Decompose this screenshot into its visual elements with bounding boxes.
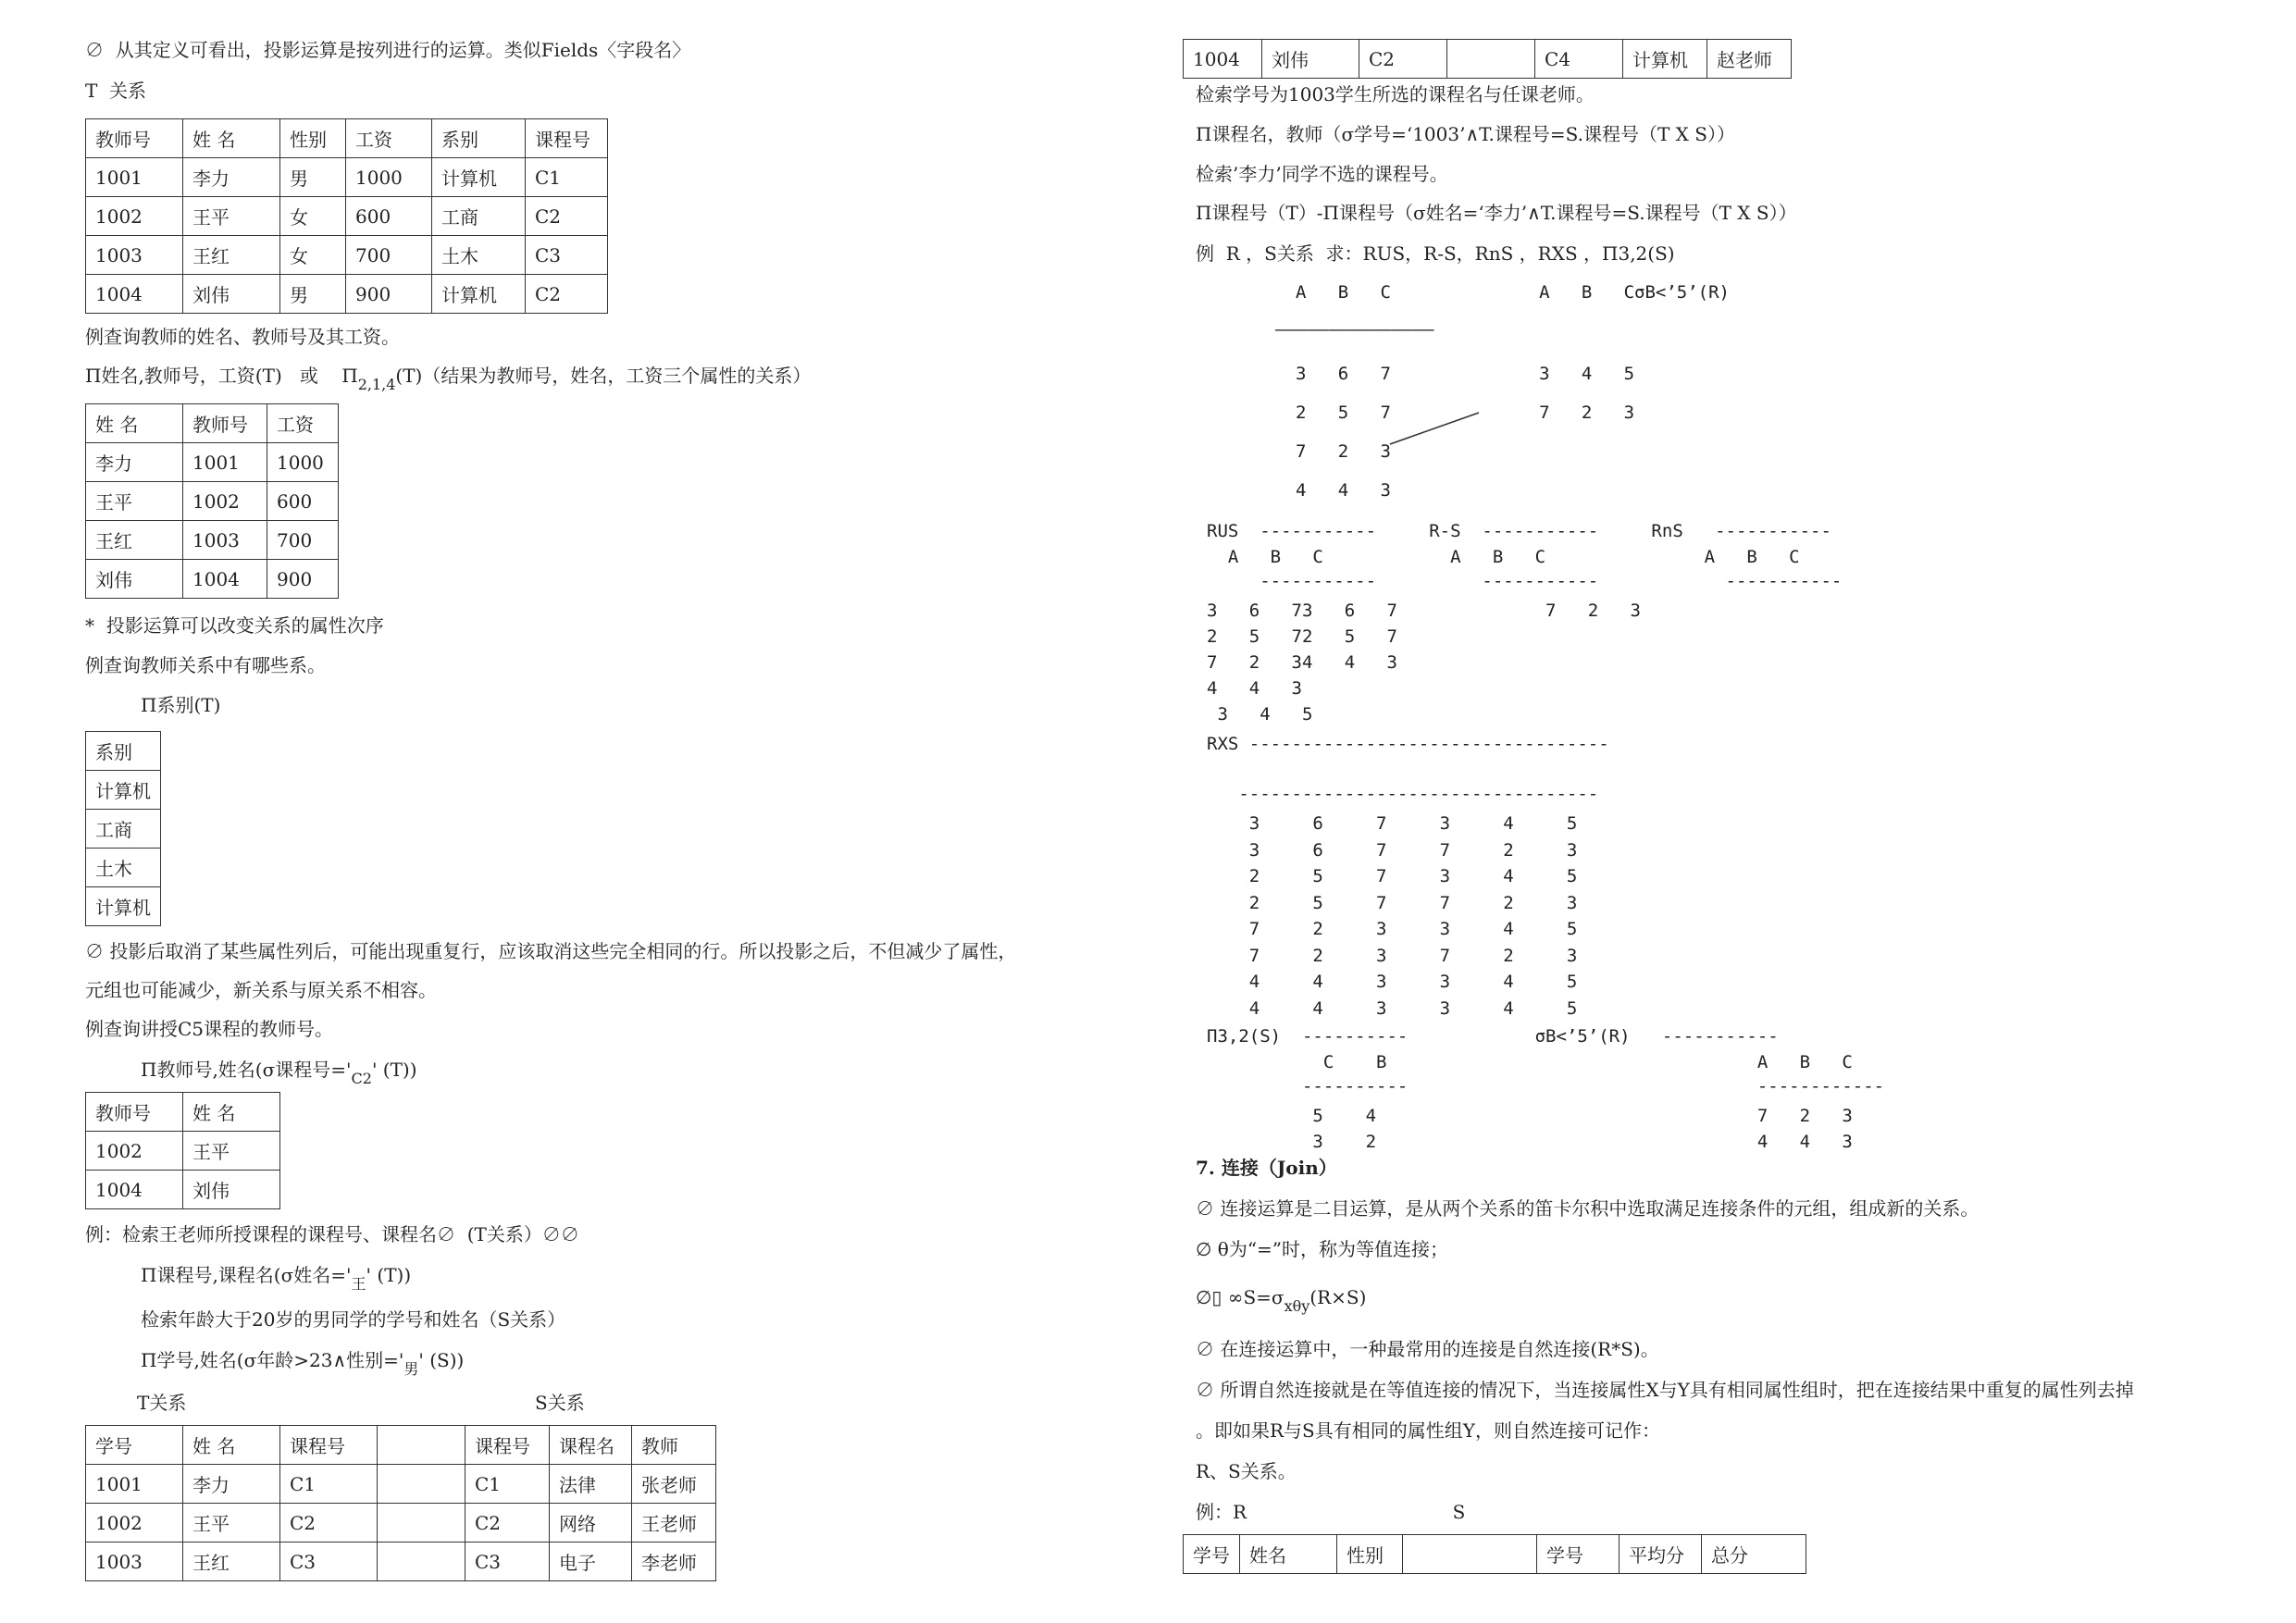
table-cell: 王老师 xyxy=(632,1504,716,1542)
table-cell: 张老师 xyxy=(632,1465,716,1504)
data-row: 3 6 7 3 4 5 xyxy=(1207,813,1578,834)
table-row xyxy=(86,119,608,158)
table-cell: C1 xyxy=(280,1465,378,1504)
table-row xyxy=(86,1504,716,1542)
table-cell: 李力 xyxy=(86,443,183,482)
table-row xyxy=(86,521,339,560)
text-line: 检索’李力’同学不选的课程号。 xyxy=(1196,163,1448,185)
text-line: ∅ 投影后取消了某些属性列后，可能出现重复行，应该取消这些完全相同的行。所以投影之后，不但减少了属性， xyxy=(85,940,1017,962)
rxs-header: RXS ---------------------------------- xyxy=(1207,734,1609,754)
table-row xyxy=(86,810,161,849)
table-row xyxy=(86,275,608,314)
table-cell: C3 xyxy=(280,1542,378,1581)
table-row xyxy=(86,1132,280,1171)
table-cell: 1003 xyxy=(86,1542,183,1581)
table-cell: 王平 xyxy=(86,482,183,521)
text-line: 例查询教师的姓名、教师号及其工资。 xyxy=(85,326,400,348)
table-cell: 学号 xyxy=(1184,1535,1240,1574)
table-cell: 600 xyxy=(346,197,432,236)
table-cell: C2 xyxy=(280,1504,378,1542)
text-line: Π姓名,教师号，工资(T) 或 $\Pi_{2,1,4}(T)$（结果为教师号，姓名，工资三个属性的关系） xyxy=(85,365,812,393)
data-row: 4 4 3 3 4 5 xyxy=(1207,972,1578,992)
text-line: ∅ θ为“=”时，称为等值连接； xyxy=(1196,1238,1449,1260)
table-cell: 600 xyxy=(267,482,339,521)
table-cell: 王平 xyxy=(183,197,280,236)
table-cell: 900 xyxy=(267,560,339,599)
text-line: R、S关系。 xyxy=(1196,1460,1297,1482)
table-cell: 课程号 xyxy=(280,1426,378,1465)
table-cell: 700 xyxy=(346,236,432,275)
data-row: 4 4 3 3 4 5 xyxy=(1207,997,1578,1019)
table-cell: 刘伟 xyxy=(183,275,280,314)
table-cell: 土木 xyxy=(432,236,526,275)
text-line: 例查询讲授C5课程的教师号。 xyxy=(85,1018,334,1040)
table-row xyxy=(86,771,161,810)
table-cell: 系别 xyxy=(432,119,526,158)
r-s-rule: ——————————————— xyxy=(1275,319,1434,340)
table-cell: 姓名 xyxy=(1240,1535,1337,1574)
table-row xyxy=(86,1171,280,1209)
table-cell xyxy=(1447,40,1535,79)
table-cell: 计算机 xyxy=(86,771,161,810)
table-cell: 900 xyxy=(346,275,432,314)
table-cell: 电子 xyxy=(550,1542,632,1581)
projection-header: Π3,2(S) ---------- σB<’5’(R) ----------- xyxy=(1207,1026,1779,1047)
table-row xyxy=(86,1093,280,1132)
table-cell: 系别 xyxy=(86,732,161,771)
formula-line: Π课程名，教师（σ学号=‘1003’∧T.课程号=S.课程号（T X S）） xyxy=(1196,123,1735,145)
r-s-header: A B C A B CσB<’5’(R) xyxy=(1296,282,1730,303)
table-cell: 性别 xyxy=(280,119,346,158)
table-cell xyxy=(378,1465,465,1504)
text-line: ∅ 所谓自然连接就是在等值连接的情况下，当连接属性X与Y具有相同属性组时，把在连接结果中重复的属性列去掉 xyxy=(1196,1379,2134,1401)
section-heading: 7. 连接（Join） xyxy=(1196,1157,1337,1179)
data-row: 4 4 3 xyxy=(1296,480,1391,501)
data-row: 7 2 3 7 2 3 xyxy=(1207,945,1578,966)
table-row xyxy=(1184,40,1792,79)
table-cell: 1000 xyxy=(267,443,339,482)
table-cell xyxy=(378,1504,465,1542)
table-cell: 学号 xyxy=(86,1426,183,1465)
table-row xyxy=(86,887,161,926)
table-cell: 1002 xyxy=(86,197,183,236)
data-row: 7 2 3 3 4 5 xyxy=(1207,919,1578,939)
set-ops-rule: ----------- ----------- ----------- xyxy=(1207,571,1843,591)
data-row: 2 5 7 7 2 3 xyxy=(1296,403,1635,423)
data-row: 4 4 3 xyxy=(1207,678,1302,699)
text-line: 例：R S xyxy=(1196,1501,1466,1523)
rxs-rule: ---------------------------------- xyxy=(1207,784,1599,804)
table-cell: 700 xyxy=(267,521,339,560)
table-row xyxy=(86,1465,716,1504)
data-row: 3 4 5 xyxy=(1207,704,1313,725)
text-line: * 投影运算可以改变关系的属性次序 xyxy=(85,614,384,637)
table-cell: 姓 名 xyxy=(183,119,280,158)
table-row xyxy=(86,197,608,236)
table-cell: 姓 名 xyxy=(183,1093,280,1132)
table-row xyxy=(86,1542,716,1581)
table-cell: 教师号 xyxy=(183,404,267,443)
text-line: 例查询教师关系中有哪些系。 xyxy=(85,654,326,676)
table-cell: C1 xyxy=(526,158,608,197)
continued-table-row xyxy=(1183,39,1792,79)
table-cell: 李力 xyxy=(183,1465,280,1504)
data-row: 3 6 7 3 4 5 xyxy=(1296,364,1635,384)
table-cell: 1001 xyxy=(86,1465,183,1504)
text-line: 检索年龄大于20岁的男同学的学号和姓名（S关系） xyxy=(141,1308,566,1331)
teacher-projection-table xyxy=(85,1092,280,1209)
teacher-relation-table xyxy=(85,118,608,314)
data-row: 3 6 73 6 7 7 2 3 xyxy=(1207,601,1641,621)
table-row xyxy=(86,404,339,443)
text-line: T 关系 xyxy=(85,80,147,102)
department-projection-table xyxy=(85,731,161,926)
formula-line: Π教师号,姓名(σ课程号$='_{C2}'$ (T)) xyxy=(141,1059,417,1087)
table-row xyxy=(86,732,161,771)
formula-line: Π课程号,课程名(σ姓名$='_王'$ (T)) xyxy=(141,1264,412,1293)
table-cell: 1004 xyxy=(183,560,267,599)
text-line: ∅ 在连接运算中，一种最常用的连接是自然连接(R*S)。 xyxy=(1196,1338,1659,1360)
table-row xyxy=(86,158,608,197)
data-row: 3 6 7 7 2 3 xyxy=(1207,839,1578,861)
formula-line: ∅▯ $\infty S=\sigma_{x\theta y}(R\times S)$ xyxy=(1196,1286,1367,1315)
table-row xyxy=(86,443,339,482)
table-cell: C3 xyxy=(526,236,608,275)
data-row: 7 2 3 xyxy=(1296,441,1391,462)
table-cell: 教师 xyxy=(632,1426,716,1465)
table-row xyxy=(86,1426,716,1465)
data-row: 5 4 7 2 3 xyxy=(1207,1106,1853,1126)
data-row: 2 5 72 5 7 xyxy=(1207,626,1397,647)
table-cell: 王红 xyxy=(183,236,280,275)
table-cell: 课程号 xyxy=(526,119,608,158)
table-cell: 工资 xyxy=(346,119,432,158)
formula-line: Π系别(T) xyxy=(141,694,221,716)
table-cell: 王红 xyxy=(183,1542,280,1581)
text-line: ∅ 连接运算是二目运算，是从两个关系的笛卡尔积中选取满足连接条件的元组，组成新的关系。 xyxy=(1196,1197,1980,1220)
text-line: 例 R ，S关系 求：RUS，R-S，RnS ，RXS ，Π3,2(S) xyxy=(1196,242,1675,265)
connector-line xyxy=(1390,409,1483,446)
table-cell: 1004 xyxy=(86,1171,183,1209)
table-cell: 1003 xyxy=(86,236,183,275)
table-cell: 工商 xyxy=(432,197,526,236)
table-cell: 姓 名 xyxy=(183,1426,280,1465)
table-cell: 1002 xyxy=(86,1504,183,1542)
table-cell: C2 xyxy=(1359,40,1447,79)
table-cell: 男 xyxy=(280,158,346,197)
table-cell: 女 xyxy=(280,197,346,236)
projection-rule: ---------- ------------ xyxy=(1207,1076,1885,1096)
text-line: 例：检索王老师所授课程的课程号、课程名∅ (T关系）∅∅ xyxy=(85,1223,579,1245)
table-cell: 网络 xyxy=(550,1504,632,1542)
table-cell: 性别 xyxy=(1337,1535,1403,1574)
table-cell: 计算机 xyxy=(86,887,161,926)
t-s-relation-table xyxy=(85,1425,716,1581)
table-cell xyxy=(378,1542,465,1581)
table-cell: C2 xyxy=(465,1504,550,1542)
table-cell: 王平 xyxy=(183,1132,280,1171)
table-cell: 工商 xyxy=(86,810,161,849)
table-cell: 1004 xyxy=(86,275,183,314)
projection-columns: C B A B C xyxy=(1207,1052,1853,1072)
table-cell: 1002 xyxy=(86,1132,183,1171)
text-line: ∅ 从其定义可看出，投影运算是按列进行的运算。类似Fields〈字段名〉 xyxy=(85,39,691,61)
table-row xyxy=(86,236,608,275)
table-cell: 法律 xyxy=(550,1465,632,1504)
table-cell: 赵老师 xyxy=(1707,40,1792,79)
table-cell: 李老师 xyxy=(632,1542,716,1581)
table-cell: C2 xyxy=(526,275,608,314)
table-cell: 女 xyxy=(280,236,346,275)
formula-line: Π课程号（T）-Π课程号（σ姓名=‘李力’∧T.课程号=S.课程号（T X S）） xyxy=(1196,202,1797,224)
table-cell: 计算机 xyxy=(1623,40,1707,79)
table-cell: 平均分 xyxy=(1620,1535,1702,1574)
table-cell: 总分 xyxy=(1702,1535,1806,1574)
formula-line: Π学号,姓名(σ年龄>23∧性别$='_男'$ (S)) xyxy=(141,1349,465,1378)
data-row: 7 2 34 4 3 xyxy=(1207,652,1397,673)
table-cell: 刘伟 xyxy=(183,1171,280,1209)
table-cell: C1 xyxy=(465,1465,550,1504)
table-cell: 男 xyxy=(280,275,346,314)
data-row: 3 2 4 4 3 xyxy=(1207,1132,1853,1152)
data-row: 2 5 7 7 2 3 xyxy=(1207,892,1578,913)
table-cell: C3 xyxy=(465,1542,550,1581)
table-caption: S关系 xyxy=(535,1392,585,1414)
table-row xyxy=(86,482,339,521)
table-cell: 1004 xyxy=(1184,40,1262,79)
table-cell: 学号 xyxy=(1537,1535,1620,1574)
text-line: 元组也可能减少，新关系与原关系不相容。 xyxy=(85,979,437,1001)
table-cell: 课程名 xyxy=(550,1426,632,1465)
table-cell: 刘伟 xyxy=(1262,40,1359,79)
table-cell: 1002 xyxy=(183,482,267,521)
table-cell: 姓 名 xyxy=(86,404,183,443)
table-cell: 土木 xyxy=(86,849,161,887)
data-row: 2 5 7 3 4 5 xyxy=(1207,866,1578,886)
table-row xyxy=(86,849,161,887)
table-cell: 计算机 xyxy=(432,275,526,314)
table-cell: 教师号 xyxy=(86,1093,183,1132)
set-ops-columns: A B C A B C A B C xyxy=(1207,547,1800,567)
table-cell: 1003 xyxy=(183,521,267,560)
set-ops-header: RUS ----------- R-S ----------- RnS ----------- xyxy=(1207,521,1831,541)
table-cell: 王红 xyxy=(86,521,183,560)
table-cell: C4 xyxy=(1535,40,1623,79)
text-line: 检索学号为1003学生所选的课程名与任课老师。 xyxy=(1196,83,1595,105)
table-cell: 1000 xyxy=(346,158,432,197)
table-row xyxy=(86,560,339,599)
table-cell: 工资 xyxy=(267,404,339,443)
table-cell: 李力 xyxy=(183,158,280,197)
table-row xyxy=(1184,1535,1806,1574)
table-cell: 计算机 xyxy=(432,158,526,197)
table-cell xyxy=(1403,1535,1537,1574)
table-cell: 课程号 xyxy=(465,1426,550,1465)
table-cell xyxy=(378,1426,465,1465)
table-cell: C2 xyxy=(526,197,608,236)
projection-result-table xyxy=(85,403,339,599)
text-line: 。即如果R与S具有相同的属性组Y，则自然连接可记作： xyxy=(1196,1419,1660,1442)
table-caption: T关系 xyxy=(137,1392,187,1414)
r-s-relation-header-table xyxy=(1183,1534,1806,1574)
table-cell: 刘伟 xyxy=(86,560,183,599)
table-cell: 1001 xyxy=(86,158,183,197)
table-cell: 教师号 xyxy=(86,119,183,158)
table-cell: 王平 xyxy=(183,1504,280,1542)
table-cell: 1001 xyxy=(183,443,267,482)
